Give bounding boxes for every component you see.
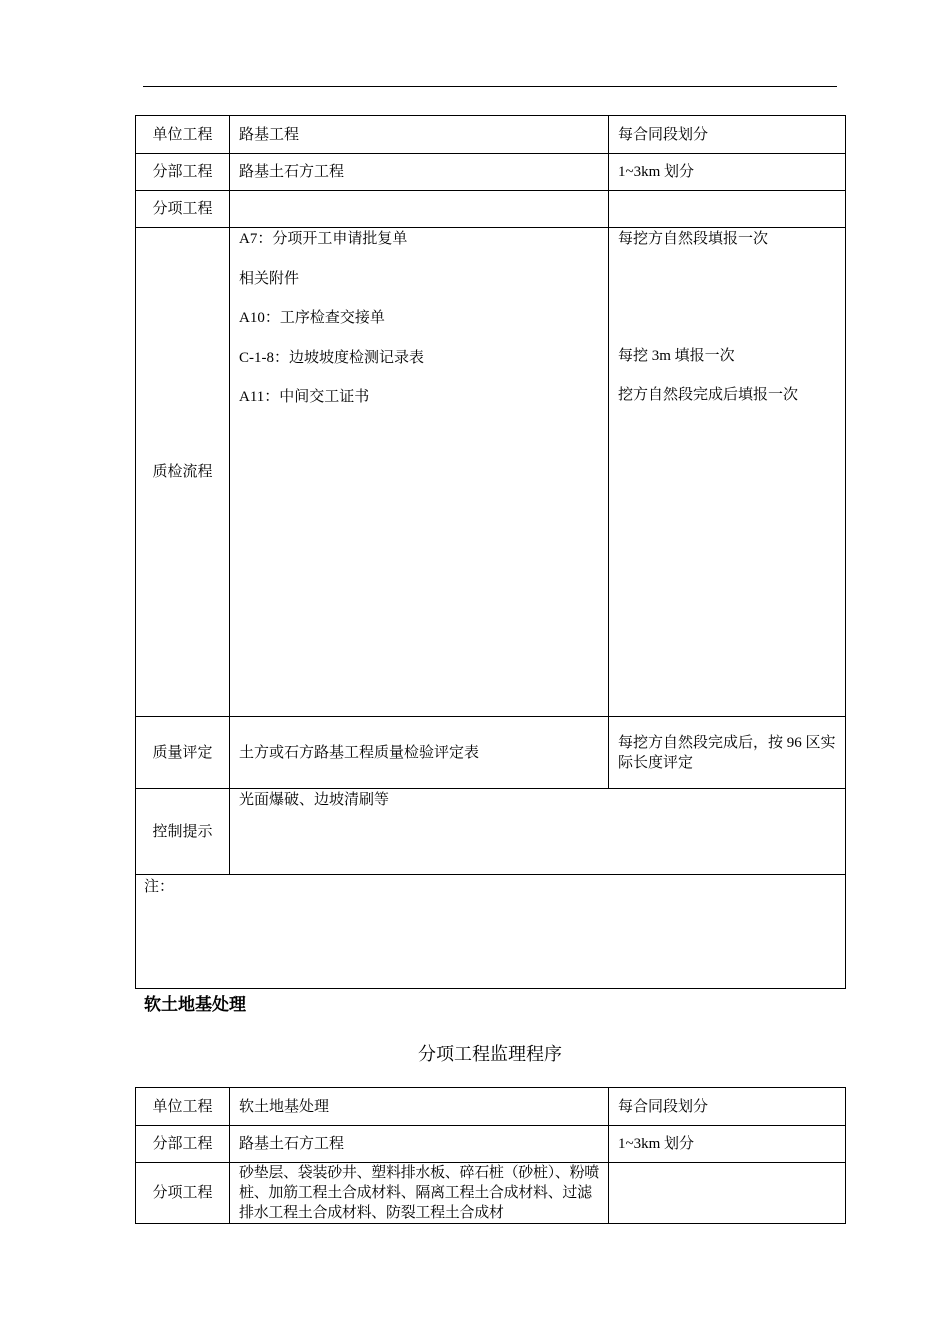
division-project-note: 1~3km 划分 <box>609 154 846 191</box>
table-row <box>136 1126 846 1163</box>
division-project-value: 路基土石方工程 <box>230 154 609 191</box>
procedure-table-subgrade <box>135 115 846 989</box>
row-label: 分部工程 <box>136 1126 230 1163</box>
table-row <box>136 875 846 989</box>
control-hint-value: 光面爆破、边坡清刷等 <box>230 789 846 875</box>
row-label: 控制提示 <box>136 789 230 875</box>
row-label: 单位工程 <box>136 1088 230 1126</box>
row-label: 分项工程 <box>136 191 230 228</box>
section-title: 软土地基处理 <box>144 995 246 1015</box>
table-row <box>136 1088 846 1126</box>
item-project-value: 砂垫层、袋装砂井、塑料排水板、碎石桩（砂桩）、粉喷桩、加筋工程土合成材料、隔离工程土合成材料、过滤排水工程土合成材料、防裂工程土合成材 <box>230 1163 609 1224</box>
qc-flow-documents <box>230 228 609 717</box>
table-row <box>136 228 846 717</box>
unit-project-note: 每合同段划分 <box>609 1088 846 1126</box>
qc-flow-notes <box>609 228 846 717</box>
flow-document: 相关附件 <box>239 270 300 287</box>
division-project-value: 路基土石方工程 <box>230 1126 609 1163</box>
header-rule <box>143 86 837 87</box>
flow-note: 每挖 3m 填报一次 <box>618 347 735 364</box>
flow-document: C-1-8：边坡坡度检测记录表 <box>239 349 424 366</box>
table-row <box>136 1163 846 1224</box>
quality-eval-note: 每挖方自然段完成后，按 96 区实际长度评定 <box>609 717 846 789</box>
row-label: 分部工程 <box>136 154 230 191</box>
unit-project-note: 每合同段划分 <box>609 116 846 154</box>
quality-eval-value: 土方或石方路基工程质量检验评定表 <box>230 717 609 789</box>
flow-note: 每挖方自然段填报一次 <box>618 231 769 247</box>
row-label: 分项工程 <box>136 1163 230 1224</box>
spacer <box>618 269 836 346</box>
row-label: 单位工程 <box>136 116 230 154</box>
item-project-value <box>230 191 609 228</box>
procedure-table-soft-foundation <box>135 1087 846 1224</box>
flow-document: A10：工序检查交接单 <box>239 310 385 326</box>
flow-document: A11：中间交工证书 <box>239 389 370 405</box>
item-project-note <box>609 1163 846 1224</box>
flow-note: 挖方自然段完成后填报一次 <box>618 387 799 403</box>
flow-document: A7：分项开工申请批复单 <box>239 231 408 247</box>
unit-project-value: 路基工程 <box>230 116 609 154</box>
division-project-note: 1~3km 划分 <box>609 1126 846 1163</box>
table-row <box>136 789 846 875</box>
table-row <box>136 154 846 191</box>
table-row <box>136 191 846 228</box>
table-row <box>136 116 846 154</box>
remark-cell: 注： <box>136 875 846 989</box>
unit-project-value: 软土地基处理 <box>230 1088 609 1126</box>
procedure-title: 分项工程监理程序 <box>418 1044 562 1064</box>
item-project-note <box>609 191 846 228</box>
table-row <box>136 717 846 789</box>
row-label: 质量评定 <box>136 717 230 789</box>
row-label: 质检流程 <box>136 228 230 717</box>
